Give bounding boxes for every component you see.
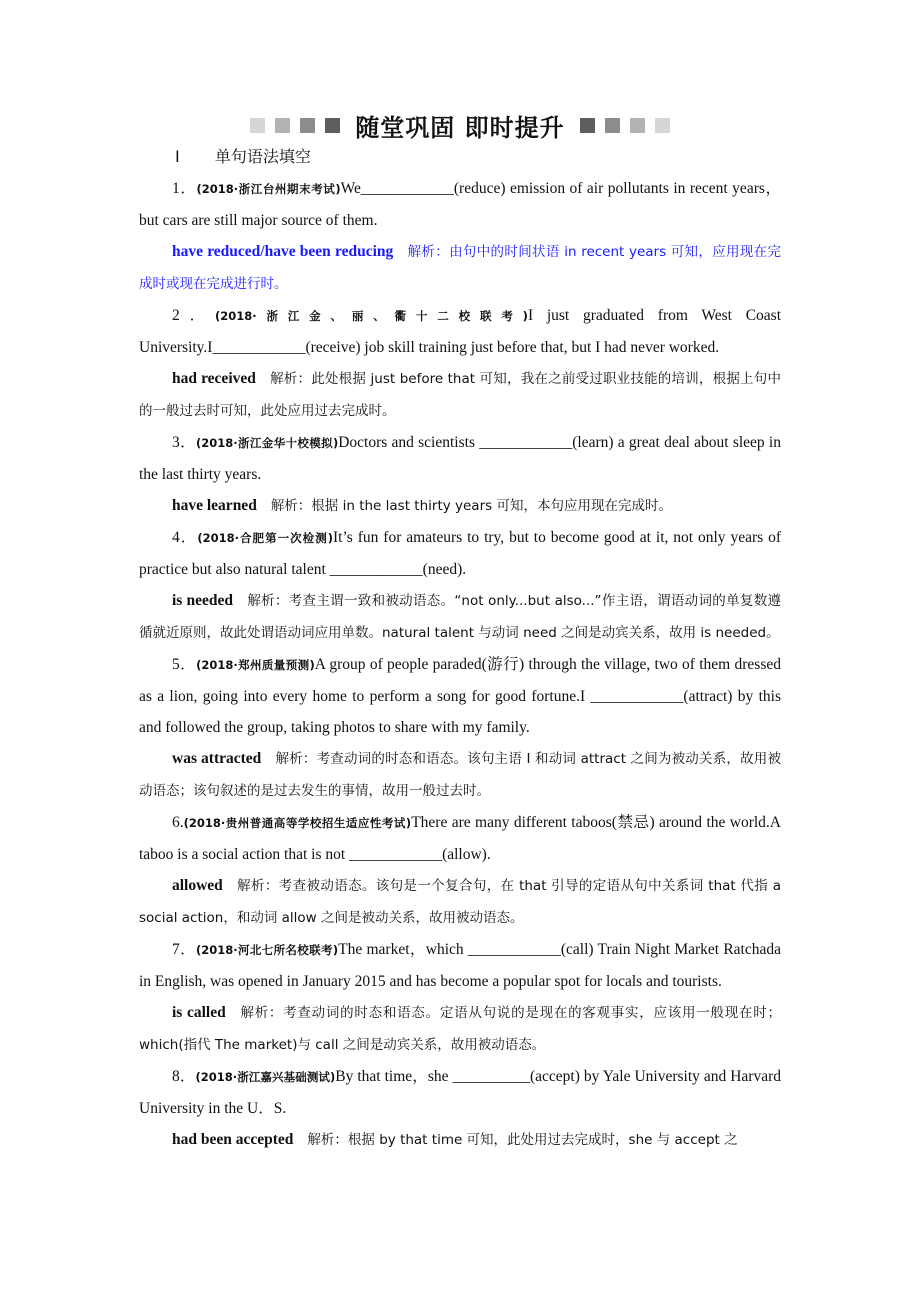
- exercise-list: [139, 173, 781, 1156]
- question-number: 5．: [172, 656, 197, 673]
- answer-explanation: [139, 363, 781, 427]
- question-number: 3．: [172, 434, 196, 451]
- question: [139, 427, 781, 490]
- question: [139, 522, 781, 585]
- answer-explanation: [139, 490, 781, 522]
- answer-explanation: [139, 1124, 781, 1156]
- section-title: 单句语法填空: [214, 147, 311, 166]
- page-banner: [0, 108, 920, 143]
- decor-square: [580, 118, 595, 133]
- question: [139, 1061, 781, 1124]
- answer-explanation: [139, 870, 781, 934]
- decor-square: [655, 118, 670, 133]
- answer: allowed: [172, 877, 223, 894]
- question-number: 1．: [172, 180, 197, 197]
- question-text: It’s fun for amateurs to try, but to become good at it, not only years of practice but also natural talent ____________(need).: [139, 529, 781, 578]
- question-source: (2018·浙江嘉兴基础测试): [195, 1070, 336, 1084]
- explanation: 解析：考查动词的时态和语态。该句主语 I 和动词 attract 之间为被动关系，故用被动语态；该句叙述的是过去发生的事情，故用一般过去时。: [139, 751, 781, 799]
- question: [139, 300, 781, 363]
- explanation: 解析：考查动词的时态和语态。定语从句说的是现在的客观事实，应该用一般现在时；which(指代 The market)与 call 之间是动宾关系，故用被动语态。: [139, 1005, 781, 1053]
- explanation: 解析：根据 by that time 可知，此处用过去完成时，she 与 accept 之: [307, 1132, 738, 1148]
- question: [139, 173, 781, 236]
- question-text: A group of people paraded(游行) through the village, two of them dressed as a lion, going into every home to perform a song for good fortune.I ____________(attract) by this and followed the group, taking photos to share with my family.: [139, 656, 781, 736]
- section-heading: [175, 144, 311, 167]
- question-text: Doctors and scientists ____________(learn) a great deal about sleep in the last thirty years.: [139, 434, 781, 483]
- answer-explanation: [139, 585, 781, 649]
- decor-square: [605, 118, 620, 133]
- section-number: Ⅰ: [175, 149, 180, 166]
- question-source: (2018·浙江金华十校模拟): [196, 436, 339, 450]
- explanation: 解析：考查被动语态。该句是一个复合句，在 that 引导的定语从句中关系词 that 代指 a social action，和动词 allow 之间是被动关系，故用被动语态。: [139, 878, 781, 926]
- question-text: By that time，she __________(accept) by Yale University and Harvard University in the U．S.: [139, 1068, 781, 1117]
- question-number: 8．: [172, 1068, 196, 1085]
- question-number: 2．: [172, 307, 215, 324]
- question-source: (2018·浙江台州期末考试): [196, 182, 341, 196]
- question-number: 4．: [172, 529, 198, 546]
- question: [139, 807, 781, 870]
- answer-explanation: [139, 236, 781, 300]
- question-text: The market，which ____________(call) Train Night Market Ratchada in English, was opened in January 2015 and has become a popular spot for locals and tourists.: [139, 941, 781, 990]
- question-number: 6.: [172, 814, 184, 831]
- question-source: (2018·浙江金、丽、衢十二校联考): [214, 309, 528, 323]
- answer: have learned: [172, 497, 257, 514]
- question-text: There are many different taboos(禁忌) around the world.A taboo is a social action that is not ____________(allow).: [139, 814, 781, 863]
- answer: had received: [172, 370, 256, 387]
- decor-square: [630, 118, 645, 133]
- page-title: 随堂巩固 即时提升: [355, 114, 565, 142]
- decor-square: [275, 118, 290, 133]
- question-source: (2018·郑州质量预测): [196, 658, 315, 672]
- question-source: (2018·合肥第一次检测): [197, 531, 333, 545]
- question-text: We____________(reduce) emission of air pollutants in recent years，but cars are still major source of them.: [139, 180, 781, 229]
- question-number: 7．: [172, 941, 196, 958]
- answer: was attracted: [172, 750, 262, 767]
- explanation: 解析：由句中的时间状语 in recent years 可知，应用现在完成时或现在完成进行时。: [139, 244, 781, 292]
- question-source: (2018·贵州普通高等学校招生适应性考试): [183, 816, 412, 830]
- answer-explanation: [139, 997, 781, 1061]
- decor-square: [250, 118, 265, 133]
- question: [139, 649, 781, 743]
- decor-square: [325, 118, 340, 133]
- explanation: 解析：根据 in the last thirty years 可知，本句应用现在完成时。: [270, 498, 672, 514]
- explanation: 解析：此处根据 just before that 可知，我在之前受过职业技能的培训，根据上句中的一般过去时可知，此处应用过去完成时。: [139, 371, 781, 419]
- explanation: 解析：考查主谓一致和被动语态。“not only...but also...”作主语，谓语动词的单复数遵循就近原则，故此处谓语动词应用单数。natural talent 与动词 need 之间是动宾关系，故用 is needed。: [139, 593, 782, 641]
- question-text: I just graduated from West Coast University.I____________(receive) job skill training just before that, but I had never worked.: [139, 307, 781, 356]
- answer: had been accepted: [172, 1131, 294, 1148]
- question: [139, 934, 781, 997]
- decor-square: [300, 118, 315, 133]
- answer: is needed: [172, 592, 234, 609]
- answer: have reduced/have been reducing: [172, 243, 394, 260]
- question-source: (2018·河北七所名校联考): [195, 943, 339, 957]
- answer: is called: [172, 1004, 226, 1021]
- answer-explanation: [139, 743, 781, 807]
